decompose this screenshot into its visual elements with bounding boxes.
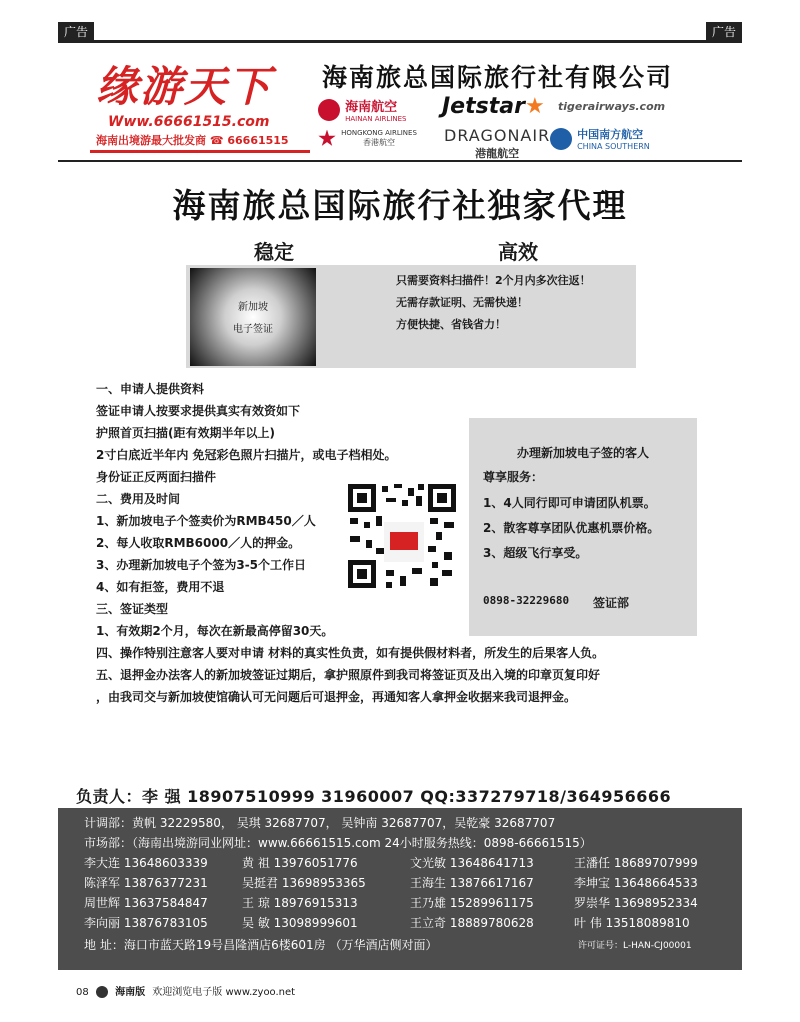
brand-url: Www.66661515.com (108, 114, 270, 130)
person-entry: 文光敏 13648641713 (410, 856, 534, 870)
ad-tag-right: 广告 (706, 22, 742, 42)
airline-hainan (318, 96, 430, 123)
body-line: 2寸白底近半年内 免冠彩色照片扫描片，或电子档相处。 (96, 448, 397, 462)
vip-item: 2、散客尊享团队优惠机票价格。 (483, 521, 660, 535)
airline-dragonair (444, 126, 550, 161)
contact-row: 计调部：黄帆 32229580， 吴琪 32687707， 吴钟南 32687707，吴乾豪 32687707 (84, 816, 556, 830)
ad-tag-left: 广告 (58, 22, 94, 42)
highlight-line: 方便快捷、省钱省力！ (396, 318, 506, 331)
brand-underline (90, 150, 310, 153)
brand-title: 缘游天下 (96, 62, 273, 111)
airline-jetstar (442, 94, 545, 119)
visa-pic-line2: 电子签证 (233, 324, 273, 335)
vip-box-title: 办理新加坡电子签的客人 (516, 446, 649, 460)
person-entry: 王乃雄 15289961175 (410, 896, 534, 910)
contact-row: 市场部：（海南出境游同业网址：www.66661515.com 24小时服务热线：0898-66661515） (84, 836, 592, 850)
keyword-efficient: 高效 (498, 240, 538, 264)
airline-tiger: tigerairways.com (558, 100, 666, 113)
person-entry: 王 琼 18976915313 (242, 896, 358, 910)
person-entry: 叶 伟 13518089810 (574, 916, 690, 930)
body-line: 1、新加坡电子个签卖价为RMB450／人 (96, 514, 316, 528)
vip-item: 1、4人同行即可申请团队机票。 (483, 496, 656, 510)
airline-sub: 香港航空 (363, 138, 395, 147)
body-line: 4、如有拒签，费用不退 (96, 580, 225, 594)
section-name: 海南版 (115, 987, 146, 998)
vip-box-subtitle: 尊享服务： (483, 470, 544, 484)
body-line: 2、每人收取RMB6000／人的押金。 (96, 536, 301, 550)
body-line: 签证申请人按要求提供真实有效资如下 (96, 404, 301, 418)
person-entry: 陈泽军 13876377231 (84, 876, 208, 890)
body-line: 身份证正反两面扫描件 (96, 470, 217, 484)
china-southern-logo-icon (550, 128, 572, 150)
person-entry: 王潘任 18689707999 (574, 856, 698, 870)
license-number: 许可证号：L-HAN-CJ00001 (578, 941, 692, 951)
footer (76, 983, 295, 998)
person-entry: 黄 祖 13976051776 (242, 856, 358, 870)
airline-name: DRAGONAIR (444, 126, 551, 145)
section-badge-icon (96, 986, 108, 998)
contact-block (58, 808, 742, 970)
body-line: 护照首页扫描(距有效期半年以上) (96, 426, 275, 440)
airline-china-southern (550, 126, 650, 151)
address: 地 址：海口市蓝天路19号昌隆酒店6楼601房 （万华酒店侧对面） (84, 938, 438, 952)
person-entry: 罗崇华 13698952334 (574, 896, 698, 910)
body-line: 1、有效期2个月，每次在新最高停留30天。 (96, 624, 334, 638)
airline-sub: CHINA SOUTHERN (577, 142, 650, 151)
highlight-line: 无需存款证明、无需快递！ (396, 296, 528, 309)
visa-highlights (396, 270, 591, 336)
responsible-contact: 负责人：李 强 18907510999 31960007 QQ:337279718/364956666 (76, 787, 672, 806)
vip-dept: 签证部 (593, 596, 630, 610)
top-divider (58, 40, 742, 43)
footer-link[interactable]: 欢迎浏览电子版 www.zyoo.net (152, 987, 296, 998)
person-entry: 周世辉 13637584847 (84, 896, 208, 910)
body-line: 3、办理新加坡电子个签为3-5个工作日 (96, 558, 307, 572)
airline-name: 海南航空 (345, 100, 398, 115)
keyword-stable: 稳定 (254, 240, 294, 264)
person-entry: 李向丽 13876783105 (84, 916, 208, 930)
brand-logo (96, 54, 306, 148)
company-name: 海南旅总国际旅行社有限公司 (322, 63, 674, 92)
person-entry: 李坤宝 13648664533 (574, 876, 698, 890)
airline-sub: HAINAN AIRLINES (345, 115, 407, 123)
main-title: 海南旅总国际旅行社独家代理 (172, 186, 628, 225)
airline-name: Jetstar (442, 94, 525, 119)
highlight-line: 只需要资料扫描件！2个月内多次往返！ (396, 274, 591, 287)
body-line: 四、操作特别注意客人要对申请 材料的真实性负责，如有提供假材料者，所发生的后果客人负。 (96, 646, 605, 660)
person-entry: 王海生 13876617167 (410, 876, 534, 890)
airline-name: 中国南方航空 (577, 128, 644, 141)
airline-name: HONGKONG AIRLINES (341, 129, 417, 137)
vip-service-box (469, 418, 697, 636)
person-entry: 吴挺君 13698953365 (242, 876, 366, 890)
body-line: 三、签证类型 (96, 602, 169, 616)
vip-phone: 0898-32229680 (483, 594, 570, 607)
brand-tagline: 海南出境游最大批发商 ☎ 66661515 (96, 134, 289, 147)
person-entry: 李大连 13648603339 (84, 856, 208, 870)
hainan-logo-icon (318, 99, 340, 121)
visa-burst-image (190, 268, 316, 366)
airline-hongkong (318, 128, 430, 148)
body-line: 一、申请人提供资料 (96, 382, 205, 396)
star-icon: ★ (524, 94, 545, 119)
person-entry: 吴 敏 13098999601 (242, 916, 358, 930)
person-entry: 王立奇 18889780628 (410, 916, 534, 930)
bottom-divider (58, 966, 742, 969)
page-number: 08 (76, 987, 89, 998)
visa-pic-line1: 新加坡 (238, 302, 268, 313)
body-line: 五、退押金办法客人的新加坡签证过期后，拿护照原件到我司将签证页及出入境的印章页复印好 (96, 668, 601, 682)
qr-code-icon (346, 482, 458, 590)
airline-sub: 港龍航空 (475, 147, 520, 160)
vip-item: 3、超级飞行享受。 (483, 546, 588, 560)
header-divider (58, 160, 742, 162)
body-line: 二、费用及时间 (96, 492, 181, 506)
body-line: ，由我司交与新加坡使馆确认可无问题后可退押金，再通知客人拿押金收据来我司退押金。 (96, 690, 577, 704)
hkairlines-logo-icon (318, 130, 336, 148)
